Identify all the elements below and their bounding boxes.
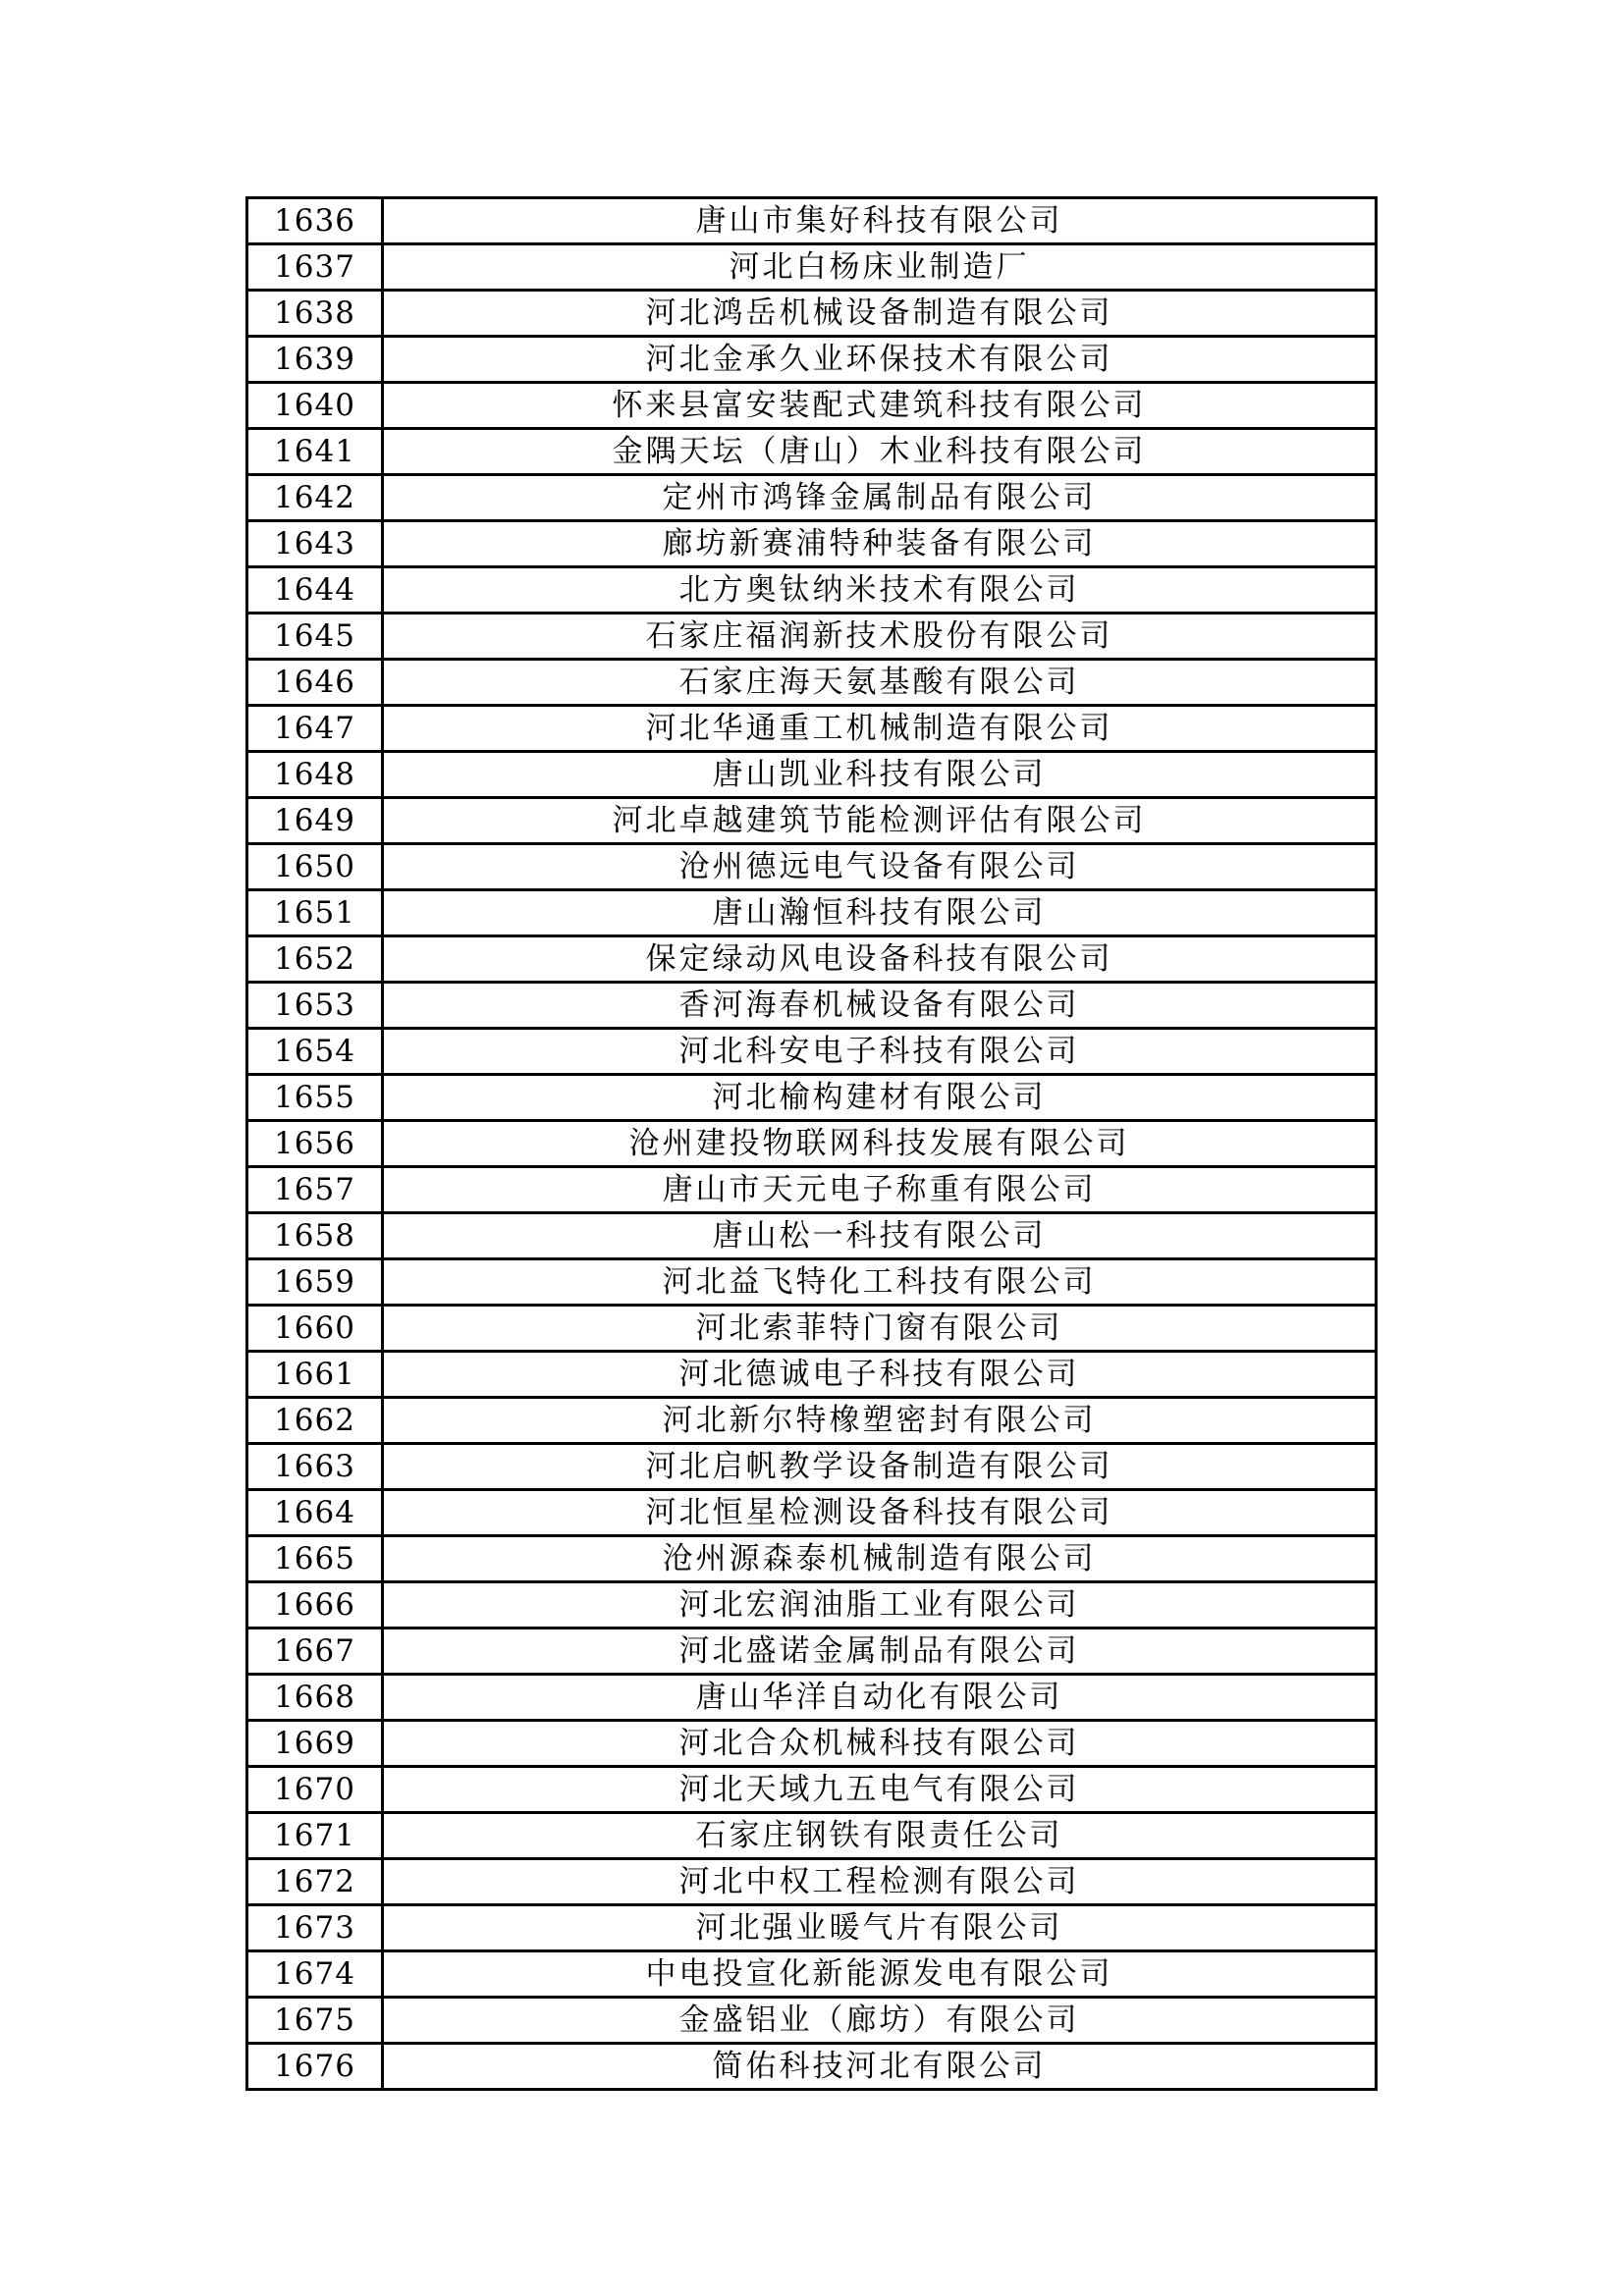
row-number-cell: 1645 <box>247 614 383 660</box>
company-name-cell: 河北德诚电子科技有限公司 <box>383 1352 1377 1398</box>
company-name-cell: 河北强业暖气片有限公司 <box>383 1905 1377 1951</box>
row-number-cell: 1647 <box>247 706 383 752</box>
row-number-cell: 1638 <box>247 291 383 337</box>
company-name-cell: 简佑科技河北有限公司 <box>383 2044 1377 2090</box>
row-number-cell: 1669 <box>247 1721 383 1767</box>
table-row <box>247 660 1377 706</box>
row-number-cell: 1655 <box>247 1075 383 1121</box>
table-row <box>247 1721 1377 1767</box>
table-row <box>247 1859 1377 1905</box>
table-row <box>247 291 1377 337</box>
row-number-cell: 1640 <box>247 383 383 429</box>
company-name-cell: 河北金承久业环保技术有限公司 <box>383 337 1377 383</box>
company-name-cell: 香河海春机械设备有限公司 <box>383 983 1377 1029</box>
table-row <box>247 198 1377 244</box>
table-row <box>247 1121 1377 1167</box>
table-row <box>247 1352 1377 1398</box>
row-number-cell: 1667 <box>247 1629 383 1675</box>
company-name-cell: 石家庄福润新技术股份有限公司 <box>383 614 1377 660</box>
row-number-cell: 1652 <box>247 936 383 983</box>
company-name-cell: 河北华通重工机械制造有限公司 <box>383 706 1377 752</box>
row-number-cell: 1654 <box>247 1029 383 1075</box>
company-name-cell: 石家庄海天氨基酸有限公司 <box>383 660 1377 706</box>
row-number-cell: 1671 <box>247 1813 383 1859</box>
row-number-cell: 1648 <box>247 752 383 798</box>
company-name-cell: 河北启帆教学设备制造有限公司 <box>383 1444 1377 1490</box>
company-name-cell: 怀来县富安装配式建筑科技有限公司 <box>383 383 1377 429</box>
table-row <box>247 2044 1377 2090</box>
table-row <box>247 567 1377 614</box>
table-row <box>247 983 1377 1029</box>
company-name-cell: 河北榆构建材有限公司 <box>383 1075 1377 1121</box>
row-number-cell: 1651 <box>247 890 383 936</box>
table-row <box>247 706 1377 752</box>
company-name-cell: 金隅天坛（唐山）木业科技有限公司 <box>383 429 1377 475</box>
company-name-cell: 唐山市天元电子称重有限公司 <box>383 1167 1377 1213</box>
table-row <box>247 890 1377 936</box>
table-row <box>247 475 1377 521</box>
table-row <box>247 337 1377 383</box>
company-name-cell: 河北盛诺金属制品有限公司 <box>383 1629 1377 1675</box>
company-name-cell: 中电投宣化新能源发电有限公司 <box>383 1951 1377 1998</box>
table-row <box>247 1167 1377 1213</box>
table-row <box>247 798 1377 844</box>
company-name-cell: 河北索菲特门窗有限公司 <box>383 1306 1377 1352</box>
table-row <box>247 614 1377 660</box>
company-name-cell: 沧州源森泰机械制造有限公司 <box>383 1536 1377 1582</box>
row-number-cell: 1674 <box>247 1951 383 1998</box>
table-row <box>247 844 1377 890</box>
table-row <box>247 1998 1377 2044</box>
row-number-cell: 1663 <box>247 1444 383 1490</box>
table-row <box>247 1075 1377 1121</box>
company-name-cell: 北方奥钛纳米技术有限公司 <box>383 567 1377 614</box>
row-number-cell: 1673 <box>247 1905 383 1951</box>
row-number-cell: 1661 <box>247 1352 383 1398</box>
row-number-cell: 1639 <box>247 337 383 383</box>
row-number-cell: 1642 <box>247 475 383 521</box>
table-row <box>247 752 1377 798</box>
table-row <box>247 1767 1377 1813</box>
company-name-cell: 唐山华洋自动化有限公司 <box>383 1675 1377 1721</box>
company-name-cell: 金盛铝业（廊坊）有限公司 <box>383 1998 1377 2044</box>
company-name-cell: 河北白杨床业制造厂 <box>383 244 1377 291</box>
table-row <box>247 1029 1377 1075</box>
row-number-cell: 1658 <box>247 1213 383 1259</box>
company-name-cell: 唐山凯业科技有限公司 <box>383 752 1377 798</box>
table-row <box>247 1813 1377 1859</box>
company-name-cell: 河北天域九五电气有限公司 <box>383 1767 1377 1813</box>
table-row <box>247 1259 1377 1306</box>
row-number-cell: 1653 <box>247 983 383 1029</box>
table-row <box>247 429 1377 475</box>
table-row <box>247 1582 1377 1629</box>
row-number-cell: 1662 <box>247 1398 383 1444</box>
table-row <box>247 244 1377 291</box>
company-name-cell: 唐山松一科技有限公司 <box>383 1213 1377 1259</box>
row-number-cell: 1644 <box>247 567 383 614</box>
company-name-cell: 沧州德远电气设备有限公司 <box>383 844 1377 890</box>
company-name-cell: 河北科安电子科技有限公司 <box>383 1029 1377 1075</box>
table-row <box>247 936 1377 983</box>
table-row <box>247 1629 1377 1675</box>
row-number-cell: 1646 <box>247 660 383 706</box>
company-name-cell: 河北新尔特橡塑密封有限公司 <box>383 1398 1377 1444</box>
company-name-cell: 保定绿动风电设备科技有限公司 <box>383 936 1377 983</box>
company-name-cell: 廊坊新赛浦特种装备有限公司 <box>383 521 1377 567</box>
company-name-cell: 定州市鸿锋金属制品有限公司 <box>383 475 1377 521</box>
row-number-cell: 1643 <box>247 521 383 567</box>
table-row <box>247 1905 1377 1951</box>
company-table <box>245 196 1378 2091</box>
table-row <box>247 1398 1377 1444</box>
row-number-cell: 1670 <box>247 1767 383 1813</box>
table-row <box>247 383 1377 429</box>
row-number-cell: 1665 <box>247 1536 383 1582</box>
row-number-cell: 1656 <box>247 1121 383 1167</box>
table-row <box>247 1951 1377 1998</box>
row-number-cell: 1636 <box>247 198 383 244</box>
table-row <box>247 1213 1377 1259</box>
row-number-cell: 1641 <box>247 429 383 475</box>
company-name-cell: 唐山市集好科技有限公司 <box>383 198 1377 244</box>
company-name-cell: 河北宏润油脂工业有限公司 <box>383 1582 1377 1629</box>
company-name-cell: 河北益飞特化工科技有限公司 <box>383 1259 1377 1306</box>
table-row <box>247 1675 1377 1721</box>
table-row <box>247 1536 1377 1582</box>
company-name-cell: 河北中权工程检测有限公司 <box>383 1859 1377 1905</box>
row-number-cell: 1637 <box>247 244 383 291</box>
row-number-cell: 1668 <box>247 1675 383 1721</box>
company-name-cell: 沧州建投物联网科技发展有限公司 <box>383 1121 1377 1167</box>
row-number-cell: 1676 <box>247 2044 383 2090</box>
company-name-cell: 河北合众机械科技有限公司 <box>383 1721 1377 1767</box>
row-number-cell: 1672 <box>247 1859 383 1905</box>
table-row <box>247 1306 1377 1352</box>
row-number-cell: 1659 <box>247 1259 383 1306</box>
row-number-cell: 1675 <box>247 1998 383 2044</box>
company-name-cell: 唐山瀚恒科技有限公司 <box>383 890 1377 936</box>
row-number-cell: 1660 <box>247 1306 383 1352</box>
company-name-cell: 河北鸿岳机械设备制造有限公司 <box>383 291 1377 337</box>
row-number-cell: 1664 <box>247 1490 383 1536</box>
row-number-cell: 1657 <box>247 1167 383 1213</box>
company-name-cell: 石家庄钢铁有限责任公司 <box>383 1813 1377 1859</box>
row-number-cell: 1666 <box>247 1582 383 1629</box>
company-name-cell: 河北卓越建筑节能检测评估有限公司 <box>383 798 1377 844</box>
table-body <box>247 198 1377 2090</box>
table-row <box>247 1490 1377 1536</box>
table-row <box>247 1444 1377 1490</box>
row-number-cell: 1649 <box>247 798 383 844</box>
table-row <box>247 521 1377 567</box>
row-number-cell: 1650 <box>247 844 383 890</box>
company-name-cell: 河北恒星检测设备科技有限公司 <box>383 1490 1377 1536</box>
